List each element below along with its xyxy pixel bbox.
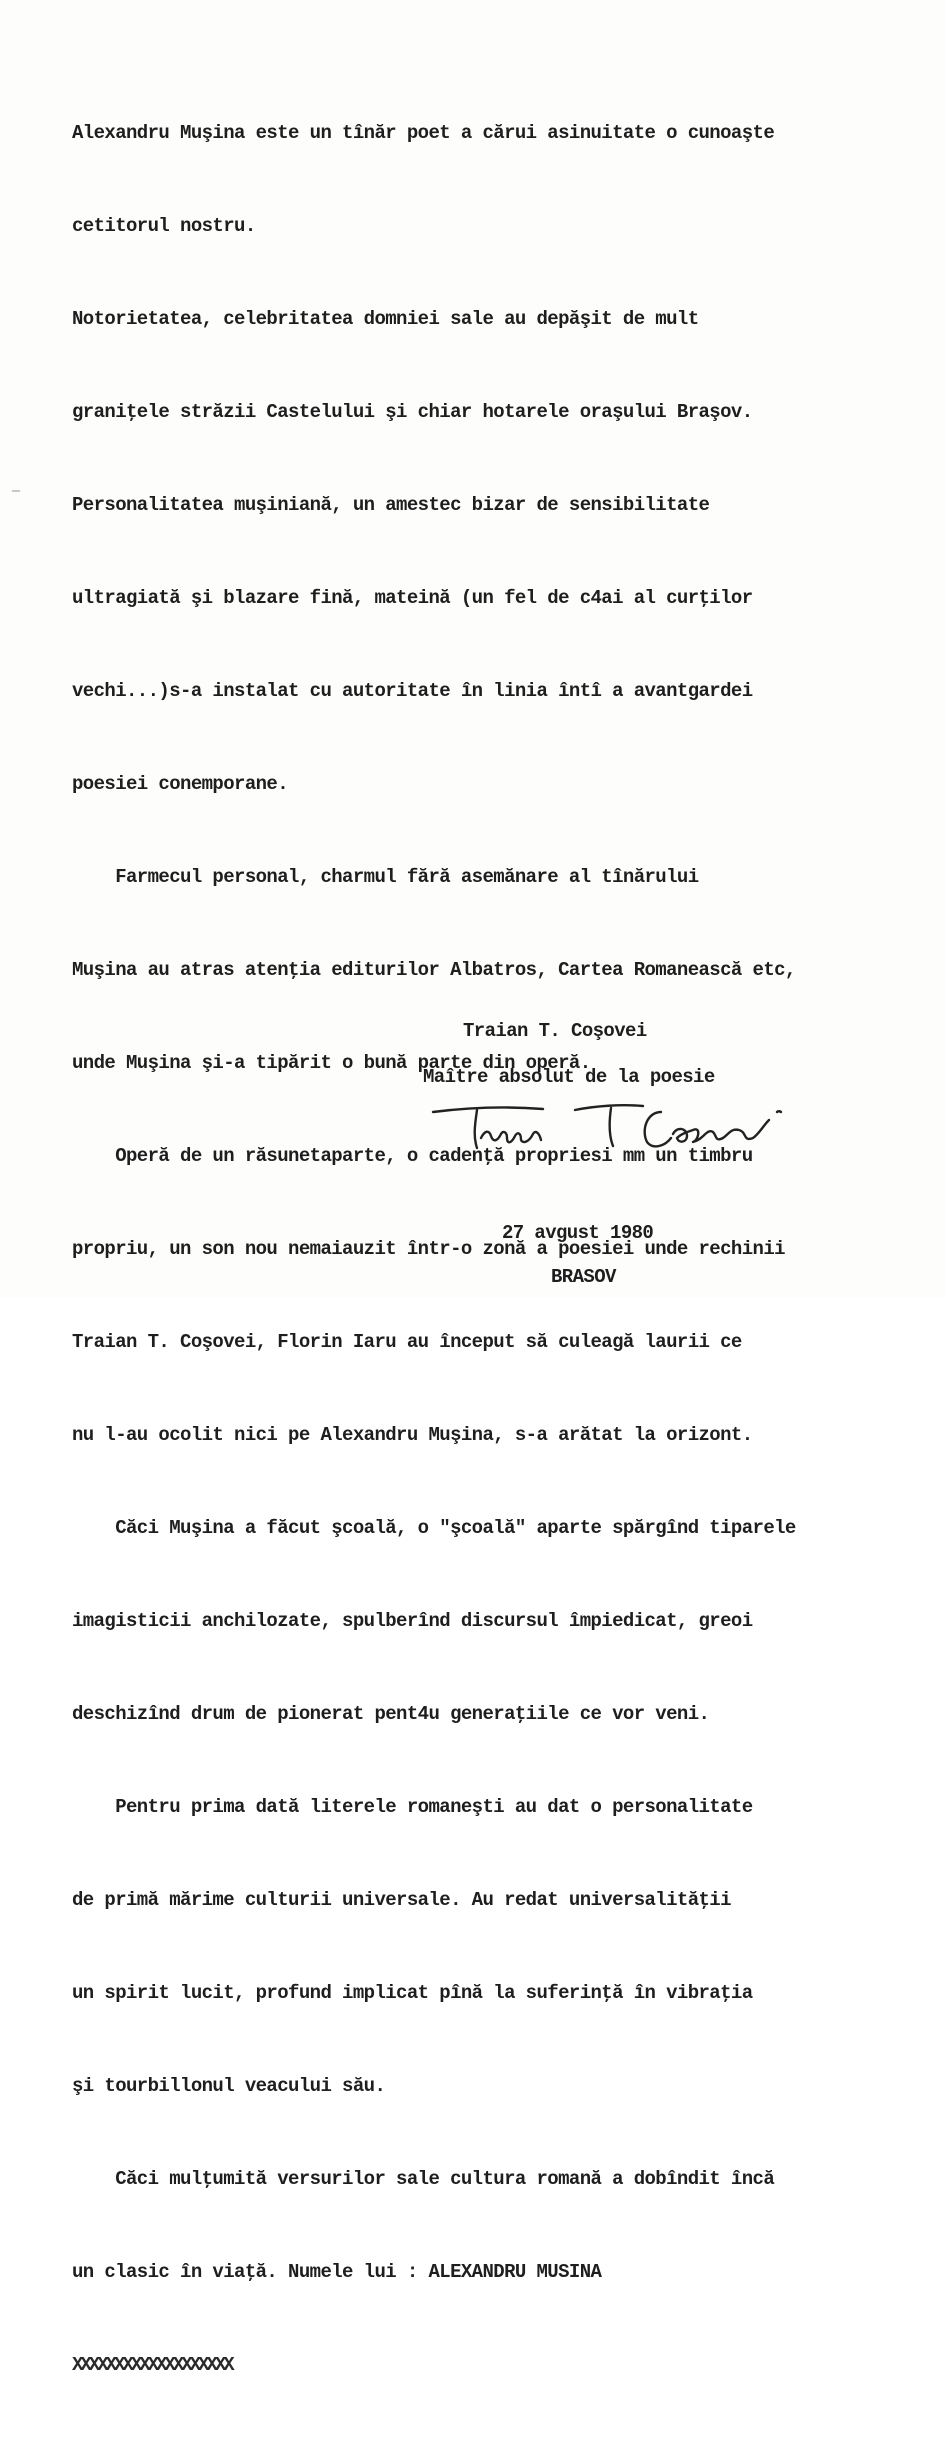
letter-line: vechi...)s-a instalat cu autoritate în linia întî a avantgardei [72,680,753,702]
letter-line: cetitorul nostru. [72,215,256,237]
letter-line: de primă mărime culturii universale. Au redat universalităţii [72,1889,731,1911]
letter-line: deschizînd drum de pionerat pent4u generaţiile ce vor veni. [72,1703,710,1725]
letter-line: Căci Muşina a făcut şcoală, o "şcoală" aparte spărgînd tiparele [72,1517,796,1539]
letter-line: Pentru prima dată literele romaneşti au dat o personalitate [72,1796,753,1818]
letter-line: un clasic în viaţă. Numele lui : ALEXANDRU MUSINA [72,2261,602,2283]
letter-line: ultragiată şi blazare fină, mateină (un fel de c4ai al curţilor [72,587,753,609]
letter-line: unde Muşina şi-a tipărit o bună parte din operă. [72,1052,591,1074]
author-name: Traian T. Coşovei [463,1020,647,1042]
author-title: Maître absolut de la poesie [423,1066,715,1088]
letter-line: Farmecul personal, charmul fără asemănare al tînărului [72,866,699,888]
letter-line: Operă de un răsunetaparte, o cadenţă propriesi mm un timbru [72,1145,753,1167]
letter-line: nu l-au ocolit nici pe Alexandru Muşina, s-a arătat la orizont. [72,1424,753,1446]
letter-line: Notorietatea, celebritatea domniei sale au depăşit de mult [72,308,699,330]
struck-out-text: XXXXXXXXXXXXXXXXXXX [72,2354,232,2376]
letter-line: Muşina au atras atenţia editurilor Albatros, Cartea Romanească etc, [72,959,796,981]
letter-line: un spirit lucit, profund implicat pînă la suferinţă în vibraţia [72,1982,753,2004]
letter-line: graniţele străzii Castelului şi chiar hotarele oraşului Braşov. [72,401,753,423]
letter-line: şi tourbillonul veacului său. [72,2075,386,2097]
letter-line: Alexandru Muşina este un tînăr poet a cărui asinuitate o cunoaşte [72,122,775,144]
struck-out-line [72,2350,942,2381]
letter-line: Personalitatea muşiniană, un amestec bizar de sensibilitate [72,494,710,516]
letter-line: imagisticii anchilozate, spulberînd discursul împiedicat, greoi [72,1610,753,1632]
letter-line: Traian T. Coşovei, Florin Iaru au început să culeagă laurii ce [72,1331,742,1353]
letter-body [72,56,942,2443]
letter-line: Căci mulţumită versurilor sale cultura romană a dobîndit încă [72,2168,775,2190]
letter-date: 27 avgust 1980 [502,1222,654,1244]
letter-line: propriu, un son nou nemaiauzit într-o zonă a poesiei unde rechinii [72,1238,785,1260]
letter-line: poesiei conemporane. [72,773,289,795]
letter-place: BRASOV [551,1266,616,1288]
paper-speck [12,490,20,492]
